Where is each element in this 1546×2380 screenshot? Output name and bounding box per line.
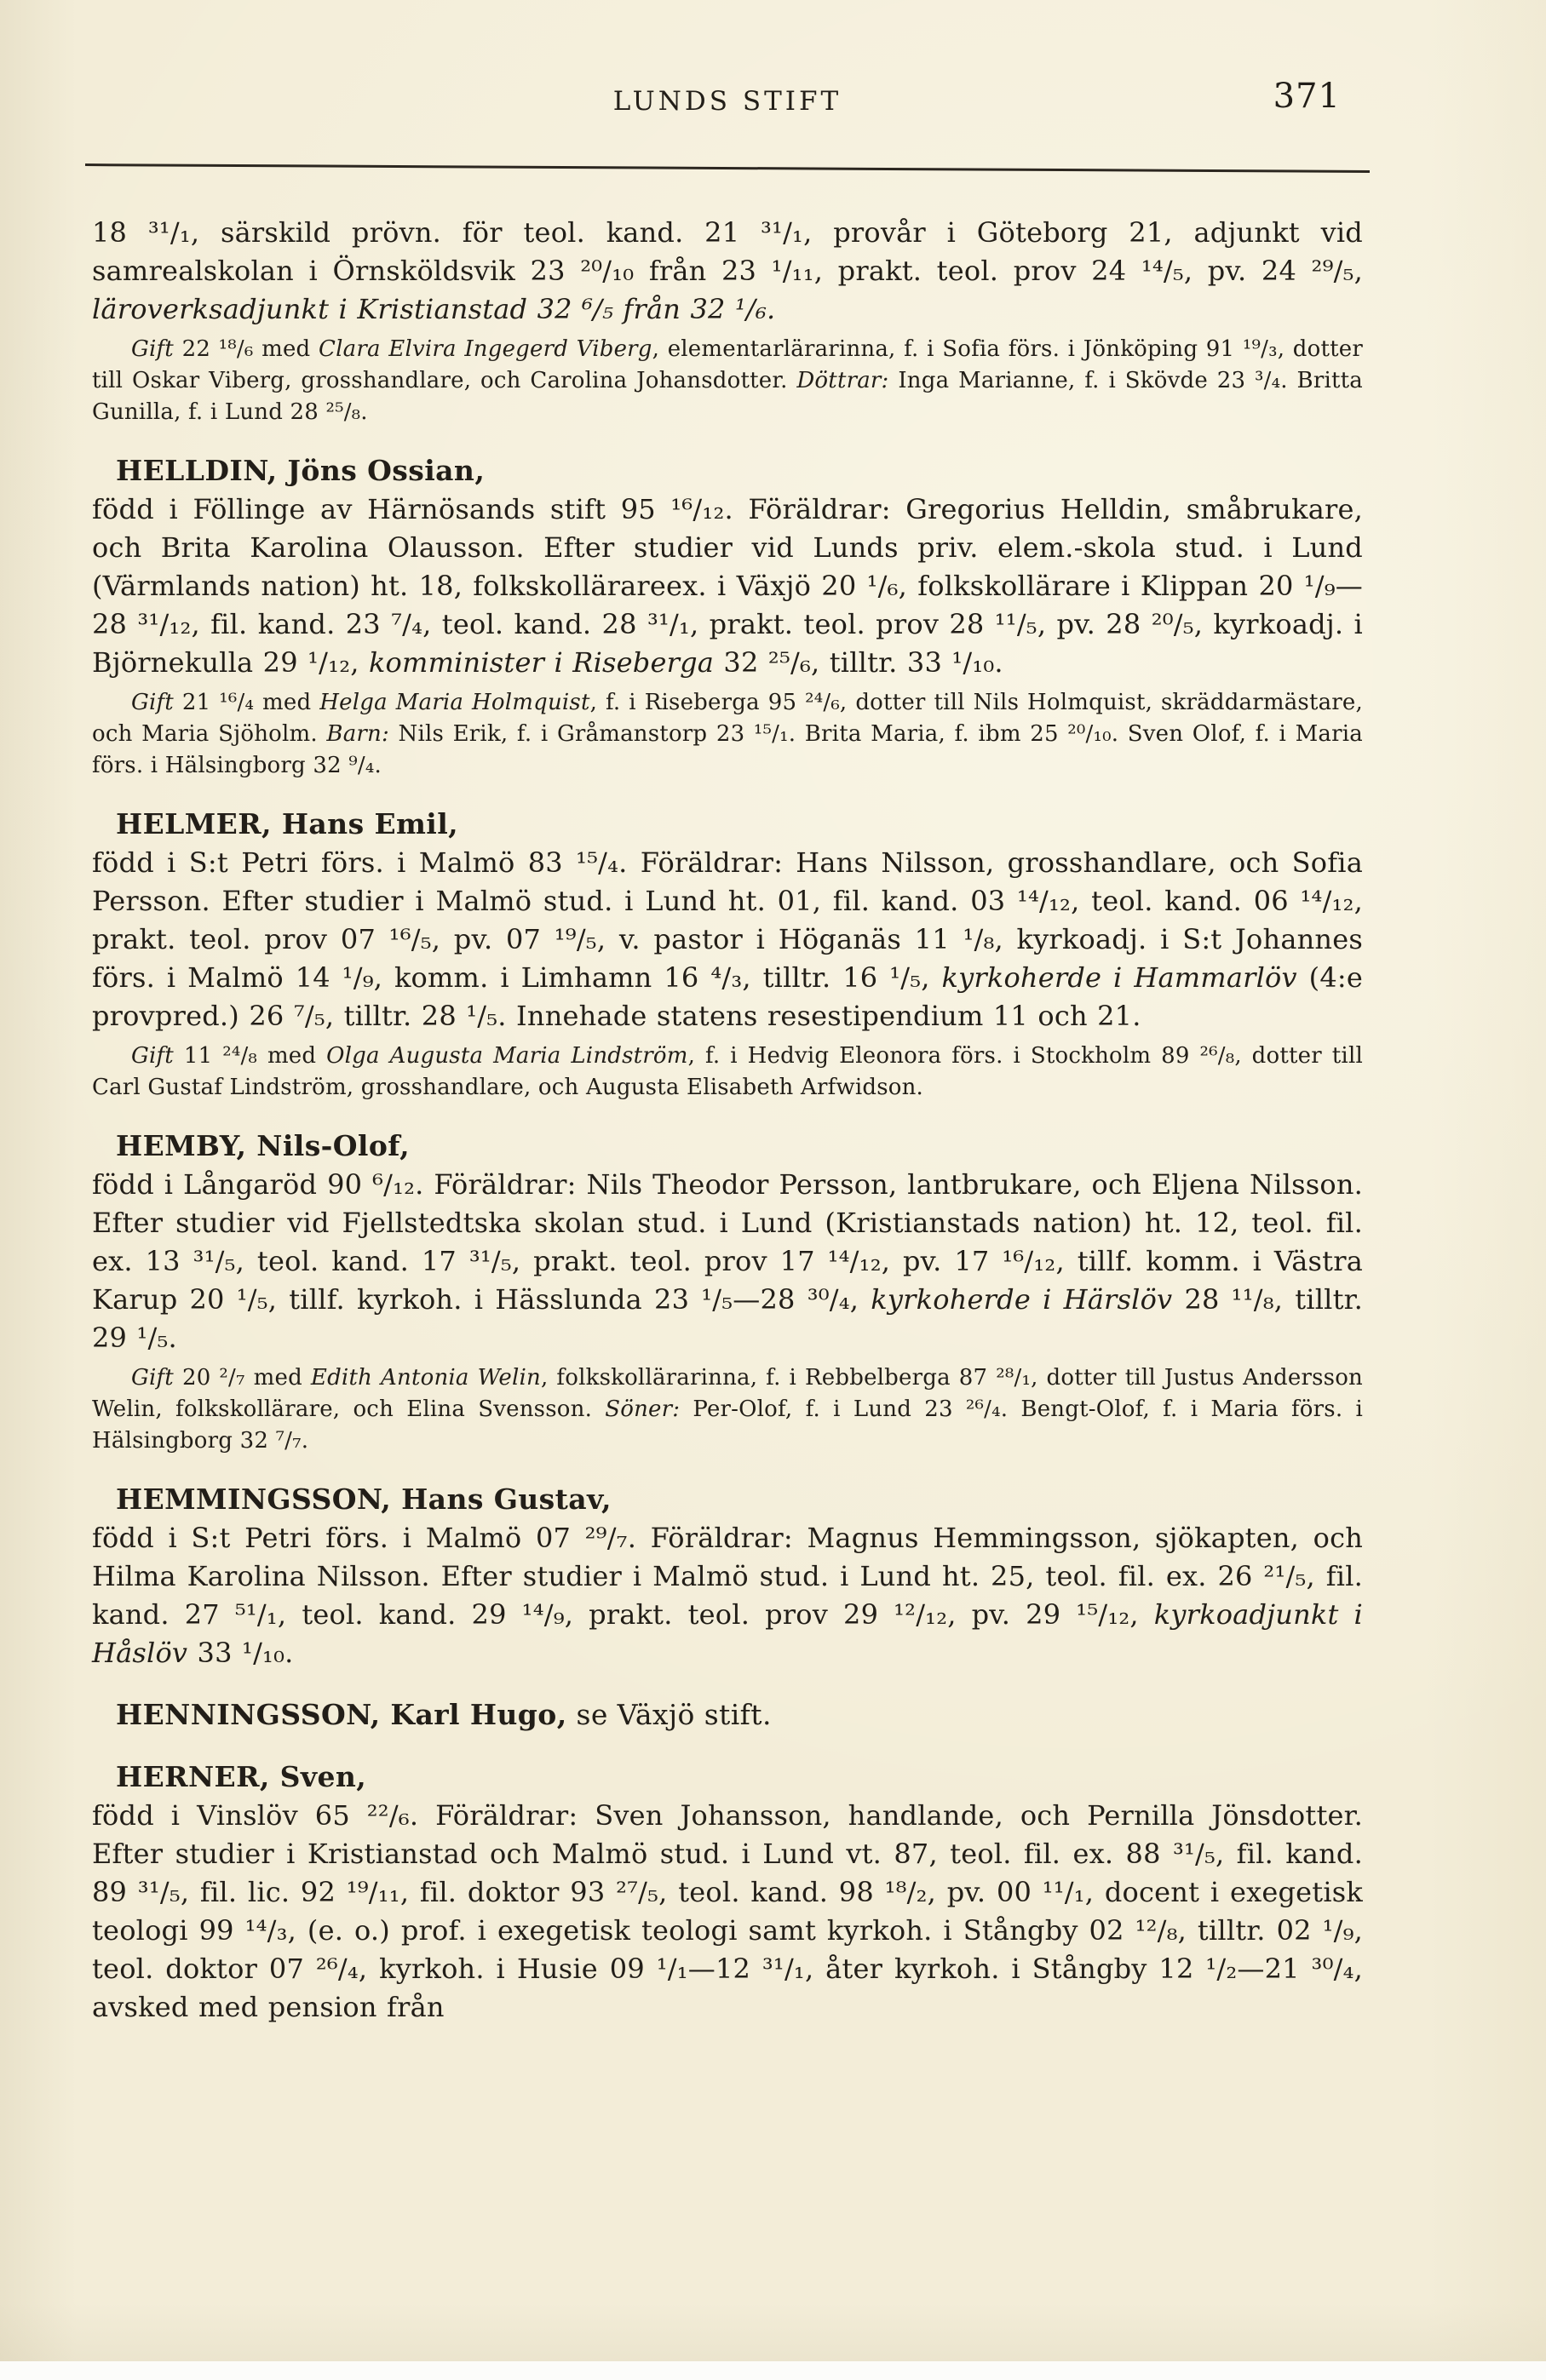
page-header	[92, 77, 1363, 121]
entry-heading: HEMMINGSSON, Hans Gustav,	[116, 1482, 612, 1516]
entry-biography: född i Föllinge av Härnösands stift 95 ¹⁶/₁₂. Föräldrar: Gregorius Helldin, småbrukare, och Brita Karolina Olausson. Efter studier vid Lunds priv. elem.-skola stud. i Lund (Värmlands nation) ht. 18, folkskollärareex. i Växjö 20 ¹/₆, folkskollärare i Klippan 20 ¹/₉—28 ³¹/₁₂, fil. kand. 23 ⁷/₄, teol. kand. 28 ³¹/₁, prakt. teol. prov 28 ¹¹/₅, pv. 28 ²⁰/₅, kyrkoadj. i Björnekulla 29 ¹/₁₂, komminister i Riseberga 32 ²⁵/₆, tilltr. 33 ¹/₁₀.	[92, 493, 1363, 679]
directory-entry-hemby	[92, 1127, 1363, 1457]
scan-bottom-edge	[0, 2361, 1546, 2380]
entry-biography: född i S:t Petri förs. i Malmö 83 ¹⁵/₄. Föräldrar: Hans Nilsson, grosshandlare, och Sofia Persson. Efter studier i Malmö stud. i Lund ht. 01, fil. kand. 03 ¹⁴/₁₂, teol. kand. 06 ¹⁴/₁₂, prakt. teol. prov 07 ¹⁶/₅, pv. 07 ¹⁹/₅, v. pastor i Höganäs 11 ¹/₈, kyrkoadj. i S:t Johannes förs. i Malmö 14 ¹/₉, komm. i Limhamn 16 ⁴/₃, tilltr. 16 ¹/₅, kyrkoherde i Hammarlöv (4:e provpred.) 26 ⁷/₅, tilltr. 28 ¹/₅. Innehade statens resestipendium 11 och 21.	[92, 846, 1364, 1032]
header-rule	[85, 163, 1370, 173]
entry-biography: 18 ³¹/₁, särskild prövn. för teol. kand. 21 ³¹/₁, provår i Göteborg 21, adjunkt vid samrealskolan i Örnsköldsvik 23 ²⁰/₁₀ från 23 ¹/₁₁, prakt. teol. prov 24 ¹⁴/₅, pv. 24 ²⁹/₅, läroverksadjunkt i Kristianstad 32 ⁶/₅ från 32 ¹/₆.	[92, 216, 1363, 325]
entry-family-note: Gift 21 ¹⁶/₄ med Helga Maria Holmquist, f. i Riseberga 95 ²⁴/₆, dotter till Nils Holmquist, skräddarmästare, och Maria Sjöholm. Barn: Nils Erik, f. i Gråmanstorp 23 ¹⁵/₁. Brita Maria, f. ibm 25 ²⁰/₁₀. Sven Olof, f. i Maria förs. i Hälsingborg 32 ⁹/₄.	[92, 690, 1363, 778]
directory-text	[92, 214, 1363, 2027]
entry-biography: född i Långaröd 90 ⁶/₁₂. Föräldrar: Nils Theodor Persson, lantbrukare, och Eljena Nilsson. Efter studier vid Fjellstedtska skolan stud. i Lund (Kristianstads nation) ht. 12, teol. fil. ex. 13 ³¹/₅, teol. kand. 17 ³¹/₅, prakt. teol. prov 17 ¹⁴/₁₂, pv. 17 ¹⁶/₁₂, tillf. komm. i Västra Karup 20 ¹/₅, tillf. kyrkoh. i Hässlunda 23 ¹/₅—28 ³⁰/₄, kyrkoherde i Härslöv 28 ¹¹/₈, tilltr. 29 ¹/₅.	[92, 1168, 1364, 1354]
entry-heading: HERNER, Sven,	[116, 1760, 367, 1793]
entry-family-note: Gift 22 ¹⁸/₆ med Clara Elvira Ingegerd Viberg, elementarlärarinna, f. i Sofia förs. i Jönköping 91 ¹⁹/₃, dotter till Oskar Viberg, grosshandlare, och Carolina Johansdotter. Döttrar: Inga Marianne, f. i Skövde 23 ³/₄. Britta Gunilla, f. i Lund 28 ²⁵/₈.	[92, 336, 1363, 425]
entry-biography: född i S:t Petri förs. i Malmö 07 ²⁹/₇. Föräldrar: Magnus Hemmingsson, sjökapten, och Hilma Karolina Nilsson. Efter studier i Malmö stud. i Lund ht. 25, teol. fil. ex. 26 ²¹/₅, fil. kand. 27 ⁵¹/₁, teol. kand. 29 ¹⁴/₉, prakt. teol. prov 29 ¹²/₁₂, pv. 29 ¹⁵/₁₂, kyrkoadjunkt i Håslöv 33 ¹/₁₀.	[92, 1522, 1363, 1669]
entry-biography: född i Vinslöv 65 ²²/₆. Föräldrar: Sven Johansson, handlande, och Pernilla Jönsdotter. Efter studier i Kristianstad och Malmö stud. i Lund vt. 87, teol. fil. ex. 88 ³¹/₅, fil. kand. 89 ³¹/₅, fil. lic. 92 ¹⁹/₁₁, fil. doktor 93 ²⁷/₅, teol. kand. 98 ¹⁸/₂, pv. 00 ¹¹/₁, docent i exegetisk teologi 99 ¹⁴/₃, (e. o.) prof. i exegetisk teologi samt kyrkoh. i Stångby 02 ¹²/₈, tilltr. 02 ¹/₉, teol. doktor 07 ²⁶/₄, kyrkoh. i Husie 09 ¹/₁—12 ³¹/₁, åter kyrkoh. i Stångby 12 ¹/₂—21 ³⁰/₄, avsked med pension från	[92, 1799, 1363, 2023]
directory-entry-continuation	[92, 214, 1363, 428]
entry-heading: HENNINGSSON, Karl Hugo, se Växjö stift.	[116, 1698, 772, 1731]
entry-heading: HELLDIN, Jöns Ossian,	[116, 454, 486, 487]
directory-entry-helldin	[92, 451, 1363, 782]
entry-family-note: Gift 11 ²⁴/₈ med Olga Augusta Maria Lindström, f. i Hedvig Eleonora förs. i Stockholm 89 ²⁶/₈, dotter till Carl Gustaf Lindström, grosshandlare, och Augusta Elisabeth Arfwidson.	[92, 1043, 1363, 1100]
entry-heading: HEMBY, Nils-Olof,	[116, 1129, 411, 1162]
directory-entry-hemmingsson	[92, 1480, 1363, 1672]
page-number: 371	[1273, 77, 1341, 116]
page-content	[92, 77, 1364, 2027]
running-title: LUNDS STIFT	[612, 86, 842, 117]
directory-entry-henningsson	[92, 1695, 1363, 1735]
entry-heading: HELMER, Hans Emil,	[116, 807, 459, 840]
entry-family-note: Gift 20 ²/₇ med Edith Antonia Welin, folkskollärarinna, f. i Rebbelberga 87 ²⁸/₁, dotter till Justus Andersson Welin, folkskollärare, och Elina Svensson. Söner: Per-Olof, f. i Lund 23 ²⁶/₄. Bengt-Olof, f. i Maria förs. i Hälsingborg 32 ⁷/₇.	[92, 1365, 1363, 1454]
directory-entry-helmer	[92, 805, 1363, 1104]
directory-entry-herner	[92, 1758, 1363, 2027]
